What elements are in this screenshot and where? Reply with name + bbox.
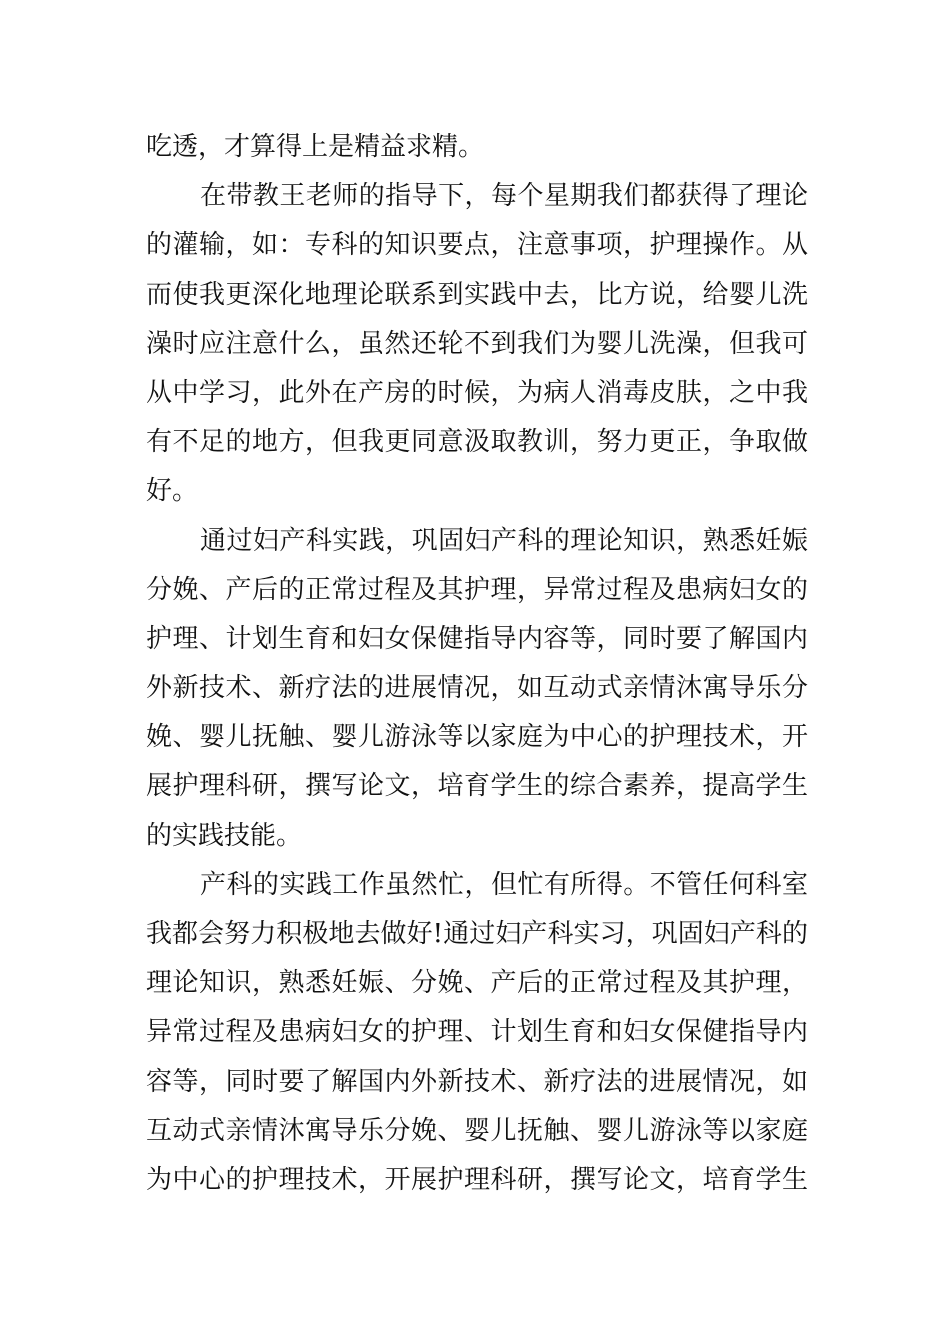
text-line: 的实践技能。	[146, 820, 303, 851]
text-line: 娩、婴儿抚触、婴儿游泳等以家庭为中心的护理技术，开	[146, 722, 808, 753]
paragraph-4	[146, 861, 808, 1205]
text-line: 澡时应注意什么，虽然还轮不到我们为婴儿洗澡，但我可	[146, 328, 808, 359]
text-line: 从中学习，此外在产房的时候，为病人消毒皮肤，之中我	[146, 377, 808, 408]
text-line: 分娩、产后的正常过程及其护理，异常过程及患病妇女的	[146, 574, 808, 605]
text-line: 的灌输，如：专科的知识要点，注意事项，护理操作。从	[146, 230, 808, 261]
text-line: 好。	[146, 476, 199, 507]
text-line: 产科的实践工作虽然忙，但忙有所得。不管任何科室	[200, 869, 808, 900]
paragraph-2	[146, 172, 808, 516]
text-line: 外新技术、新疗法的进展情况，如互动式亲情沐寓导乐分	[146, 673, 808, 704]
text-line: 而使我更深化地理论联系到实践中去，比方说，给婴儿洗	[146, 279, 808, 310]
text-line: 吃透，才算得上是精益求精。	[146, 132, 485, 162]
text-line: 异常过程及患病妇女的护理、计划生育和妇女保健指导内	[146, 1017, 808, 1048]
text-line: 我都会努力积极地去做好!通过妇产科实习，巩固妇产科的	[146, 919, 808, 949]
text-line: 有不足的地方，但我更同意汲取教训，努力更正，争取做	[146, 427, 808, 458]
text-line: 互动式亲情沐寓导乐分娩、婴儿抚触、婴儿游泳等以家庭	[146, 1115, 808, 1146]
text-line: 理论知识，熟悉妊娠、分娩、产后的正常过程及其护理，	[146, 968, 808, 999]
text-line: 通过妇产科实践，巩固妇产科的理论知识，熟悉妊娠	[200, 525, 808, 556]
paragraph-1	[146, 123, 808, 172]
text-line: 在带教王老师的指导下，每个星期我们都获得了理论	[200, 181, 808, 212]
paragraph-3	[146, 517, 808, 861]
text-line: 容等，同时要了解国内外新技术、新疗法的进展情况，如	[146, 1066, 808, 1097]
document-body	[146, 123, 808, 1205]
text-line: 为中心的护理技术，开展护理科研，撰写论文，培育学生	[146, 1164, 808, 1195]
text-line: 护理、计划生育和妇女保健指导内容等，同时要了解国内	[146, 623, 808, 654]
text-line: 展护理科研，撰写论文，培育学生的综合素养，提高学生	[146, 771, 808, 802]
